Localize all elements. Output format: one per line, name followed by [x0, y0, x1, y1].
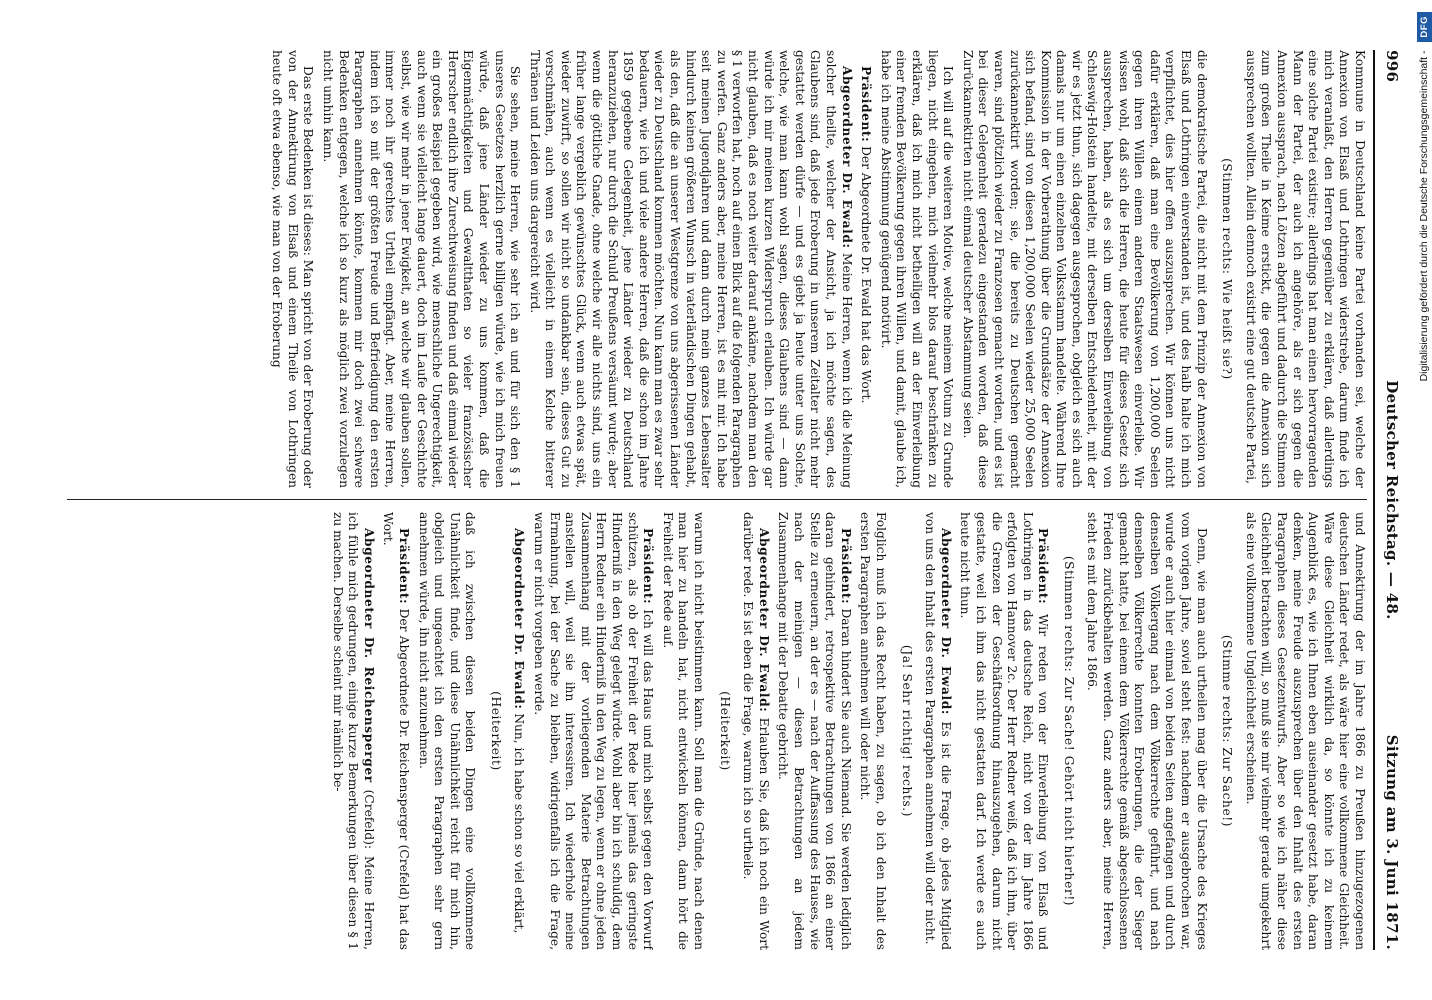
digitization-sidebar [1417, 0, 1432, 1000]
speaker-name: Abgeordneter Dr. Ewald: [938, 528, 953, 715]
speech-paragraph [858, 50, 874, 488]
speaker-name: Abgeordneter Dr. Ewald: [756, 528, 771, 713]
paragraph [877, 50, 955, 488]
speaker-name: Abgeordneter Dr. Ewald: [512, 528, 527, 710]
paragraph-text: (Heiterkeit) [717, 691, 732, 771]
paragraph [269, 50, 316, 488]
interjection [1060, 512, 1076, 950]
paragraph-text: Nun, ich habe schon so viel erklärt, [512, 713, 527, 934]
paragraph-text: (Heiterkeit) [488, 691, 503, 771]
paragraph-text: (Stimmen rechts: Wie heißt sie?) [1220, 158, 1235, 380]
paragraph-text: Ich will auf die weiteren Motive, welche meinem Votum zu Grunde liegen, nicht eingehen, mich vielmehr blos darauf beschränken zu erklären, daß ich mich nicht betheiligen will an der Einverleibung einer fremden Bevölkerung gegen ihren Willen, und damit, glaube ich, habe ich meine Abstimmung genügend motivirt. [878, 50, 956, 488]
page-sheet [55, 20, 1415, 980]
left-column [67, 50, 1367, 488]
paragraph [959, 50, 1209, 488]
running-head [1373, 50, 1405, 950]
text-columns [67, 50, 1367, 950]
scanned-page [55, 20, 1415, 980]
speaker-name: Präsident: [641, 528, 656, 605]
digitization-credit [1417, 0, 1432, 1000]
running-head-title: Deutscher Reichstag. — 48. [1383, 380, 1401, 620]
interjection [898, 512, 914, 950]
interjection [1219, 50, 1235, 488]
paragraph-text: Es ist die Frage, ob jedes Mitglied von uns den Inhalt des ersten Paragraphen annehmen will oder nicht. [923, 512, 953, 950]
paragraph-text: (Stimmen rechts: Zur Sache! Gehört nicht hierher!) [1061, 555, 1076, 907]
paragraph-text: Daran hindert Sie auch Niemand. Sie werden lediglich daran gehindert, retrospektive Betrachtungen von 1866 an einer Stelle zu erneuern, an der es — nach der Auffassung des Hauses, wie nach der meinigen — diesen Betrachtungen an jedem Zusammenhange mit der Debatte gebricht. [776, 512, 853, 950]
speaker-name: Abgeordneter Dr. Ewald: [839, 66, 854, 249]
speech-paragraph [329, 512, 376, 950]
paragraph [1242, 50, 1367, 488]
paragraph-text: die demokratische Partei, die nicht mit dem Prinzip der Annexion von Elsaß und Lothringen einverstanden ist, und des halb halte ich mich verpflichtet, dies hier offen auszusprechen. Wir können uns nicht dafür erklären, daß man eine Bevölkerung von 1,200,000 Seelen gegen ihren Willen einem anderen Staatswesen einverleibe. Wir wissen wohl, daß sich die Herren, die heute für dieses Gesetz sich aussprechen, haben, als es sich um derselben Einverleibung von Schleswig-Holstein handelte, mit derselben Entschiedenheit, mit der wir es jetzt thun, sich dagegen ausgesprochen, obgleich es sich auch damals nur um einen einzelnen Volksstamm handelte. Während Ihre Kommission in der Vorberathung über die Grundsätze der Annexion sich befand, sind von diesen 1,200,000 Seelen wieder 25,000 Seelen zurückannektirt worden; sie, die bereits zu Deutschen gemacht waren, sind plötzlich wieder zu Franzosen gemacht worden, und es ist bei dieser Gelegenheit geradezu eingestanden worden, daß diese Zurückannektirten nicht einmal deutscher Abstammung seien. [960, 50, 1209, 488]
paragraph [857, 512, 888, 950]
paragraph-text: Sie sehen, meine Herren, wie sehr ich an und für sich den § 1 unseres Gesetzes herzlich gerne billigen würde, wie ich mich freuen würde, daß jene Länder wieder zu uns kommen, daß die Eigenmächtigkeiten und Gewaltthaten so vieler französischer Herrscher endlich ihre Zurechtweisung finden und daß einmal wieder ein großes Beispiel gegeben wird, wie menschliche Ungerechtigkeit, auch wenn sie vielleicht lange dauert, doch im Laufe der Geschichte selbst, wie wir mehr in jener Ewigkeit, an welche wir glauben sollen, immer noch ihr gerechtes Urtheil empfängt. Aber, meine Herren, indem ich so mit der größten Freude und Befriedigung den ersten Paragraphen annehmen könnte, kommen mir doch zwei schwere Bedenken entgegen, welche ich so kurz als möglich zwei vorzulegen nicht umhin kann. [321, 50, 523, 488]
paragraph-text: Kommune in Deutschland keine Partei vorhanden sei, welche der Annexion von Elsaß und Lothringen widerstrebe, darum finde ich mich veranlaßt, den Herren gegenüber zu erklären, daß allerdings eine solche Partei existire; allerdings hat man einen hervorragenden Mann der Partei, der auch ich angehöre, als er sich gegen die Annexion aussprach, nach Lötzen abgeführt und dadurch die Stimmen zum großen Theile in Keime erstickt, die gegen die Annexion sich aussprechen wollten. Allein dennoch existirt eine gut deutsche Partei, [1243, 50, 1367, 488]
speech-paragraph [526, 50, 853, 488]
paragraph-text: (Stimme rechts: Zur Sache!) [1220, 634, 1235, 828]
interjection [487, 512, 503, 950]
paragraph-text: warum ich nicht beistimmen kann. Soll man die Gründe, nach denen man hier zu handeln hat, nicht entwickeln können, dann hört die Freiheit der Rede auf. [660, 512, 707, 950]
page-number: 996 [1383, 50, 1401, 83]
dfg-logo: DFG [1417, 12, 1432, 42]
paragraph-text: Das erste Bedenken ist dieses: Man spricht von der Eroberung oder von der Annektirung von Elsaß und einem Theile von Lothringen heute oft etwa ebenso, wie man von der Eroberung [270, 50, 316, 488]
speech-paragraph [531, 512, 656, 950]
paragraph-text: Folglich muß ich das Recht haben, zu sagen, ob ich den Inhalt des ersten Paragraphen annehmen will oder nicht. [858, 512, 888, 950]
speech-paragraph [511, 512, 527, 950]
speech-paragraph [740, 512, 771, 950]
speaker-name: Präsident: [838, 528, 853, 605]
running-head-date: Sitzung am 3. Juni 1871. [1383, 734, 1401, 950]
paragraph-text: Der Abgeordnete Dr. Reichensperger (Crefeld) hat das Wort. [381, 512, 411, 950]
paragraph [319, 50, 522, 488]
paragraph-text: und Annektirung der im Jahre 1866 zu Preußen hinzugezogenen deutschen Länder redet, als wäre hier eine vollkommene Gleichheit. Wäre diese Gleichheit wirklich da, so könnte ich zu keinem Augenblick es, wie ich Ihnen eben auseinander gesetzt habe, daran denken, meine Freude auszusprechen über den Inhalt des ersten Paragraphen dieses Gesetzentwurfs. Aber so wie ich näher diese Gleichheit betrachten will, so muß sie mir vielmehr gerade umgekehrt als eine vollkommene Ungleichheit erscheinen. [1243, 512, 1367, 950]
paragraph-text: (Crefeld): Meine Herren, ich fühle mich gedrungen, einige kurze Bemerkungen über diesen § 1 zu machen. Derselbe scheint mir nämlich be- [330, 512, 376, 950]
speaker-name: Präsident: [859, 66, 874, 143]
paragraph-text: Denn, wie man auch urtheilen mag über die Ursache des Krieges vom vorigen Jahre, soviel steht fest: nachdem er ausgebrochen war, wurde er auch hier einmal von beiden Seiten angefangen und durch denselben Völkergang nach dem Völkerrechte geführt, und nach demselben Völkerrechte konnten Eroberungen, die der Sieger gemacht hatte, bei einem dem Völkerrechte gemäß abgeschlossenen Frieden zurückbehalten werden. Ganz anders aber, meine Herren, steht es mit dem Jahre 1866. [1085, 512, 1209, 950]
speech-paragraph [380, 512, 411, 950]
speaker-name: Präsident: [1036, 528, 1051, 605]
interjection [1219, 512, 1235, 950]
paragraph-text: Ich will das Haus und mich selbst gegen den Vorwurf schützen, als ob der Freiheit der Rede hier jemals das geringste Hinderniß in den Weg gelegt würde. Wohl aber bin ich schuldig, dem Herrn Redner ein Hinderniß in den Weg zu legen, wenn er ohne jeden Zusammenhang mit der vorliegenden Materie Betrachtungen anstellen will, weil sie ihn interessiren. Ich wiederhole meine Ermahnung, bei der Sache zu bleiben, widrigenfalls ich die Frage, warum er nicht vorgeben werde. [532, 512, 656, 950]
paragraph [1084, 512, 1209, 950]
paragraph [1242, 512, 1367, 950]
paragraph-text: Meine Herren, wenn ich die Meinung solcher theilte, welcher der Ansicht, ja ich möchte sagen, des Glaubens sind, daß jede Eroberung in unserem Zeitalter nicht mehr gestattet werden dürfe — und es giebt ja heute unter uns Solche, welche, wie man kann wohl sagen, dieses Glaubens sind — dann würde ich mir meinen kurzen Widerspruch erlauben. Ich würde gar nicht glauben, daß es noch weiter darauf ankäme, nachdem man den § 1 verworfen hat, noch auf einen Blick auf die folgenden Paragraphen zu werfen. Ganz anders aber, meine Herren, ist es mit mir. Ich habe seit meinen Jugendjahren und dann durch mein ganzes Lebensalter hindurch keinen größeren Wunsch in vaterländischen Dingen gehabt, als den, daß die an unserer Westgrenze von uns abgerissenen Länder wieder zu Deutschland kommen möchten. Nun kann man es zwar sehr bedauern, wie ich und viele andere Herren, daß die schon im Jahre 1859 gegebene Gelegenheit, jene Länder wieder zu Deutschland heranzuziehen, nur durch die Schuld Preußens versäumt wurde; aber wenn die göttliche Gnade, ohne welche wir alle nichts sind, uns ein früher lange vergeblich gewünschtes Glück, wenn auch etwas spät, wieder zuwirft, so sollen wir nicht so undankbar sein, dieses Gut zu verschmähen, auch wenn es vielleicht in einem Kelche bitterer Thränen und Leiden uns dargereicht wird. [527, 50, 854, 488]
paragraph-text: Erlauben Sie, daß ich noch ein Wort darüber rede. Es ist eben die Frage, warum ich so urtheile. [741, 512, 771, 950]
interjection [716, 512, 732, 950]
speech-paragraph [922, 512, 953, 950]
column-divider [67, 499, 1367, 500]
paragraph-text: Der Abgeordnete Dr. Ewald hat das Wort. [859, 146, 874, 404]
paragraph-text: (Ja! Sehr richtig! rechts.) [899, 644, 914, 818]
right-column [67, 512, 1367, 950]
speaker-name: Abgeordneter Dr. Reichensperger [361, 528, 376, 783]
credit-text: Digitalisierung gefördert durch die Deutsche Forschungsgemeinschaft - [1418, 50, 1430, 382]
paragraph-text: daß ich zwischen diesen beiden Dingen eine vollkommene Unähnlichkeit finde, und diese Unähnlichkeit reicht für mich hin, obgleich und ungeachtet ich den ersten Paragraphen sehr gern annehmen würde, ihn nicht anzunehmen. [416, 512, 478, 950]
paragraph-text: Wir reden von der Einverleibung von Elsaß und Lothringen in das deutsche Reich, nicht von der im Jahre 1866 erfolgten von Hannover 2c. Der Herr Redner weiß, daß ich ihm, über die Grenzen der Geschäftsordnung hinauszugehen, darum nicht gestatte, weil ich ihm das nicht gestatten darf. Ich werde es auch heute nicht thun. [958, 512, 1051, 950]
paragraph [659, 512, 706, 950]
speech-paragraph [957, 512, 1051, 950]
speaker-name: Präsident: [396, 528, 411, 605]
paragraph [415, 512, 477, 950]
speech-paragraph [775, 512, 853, 950]
